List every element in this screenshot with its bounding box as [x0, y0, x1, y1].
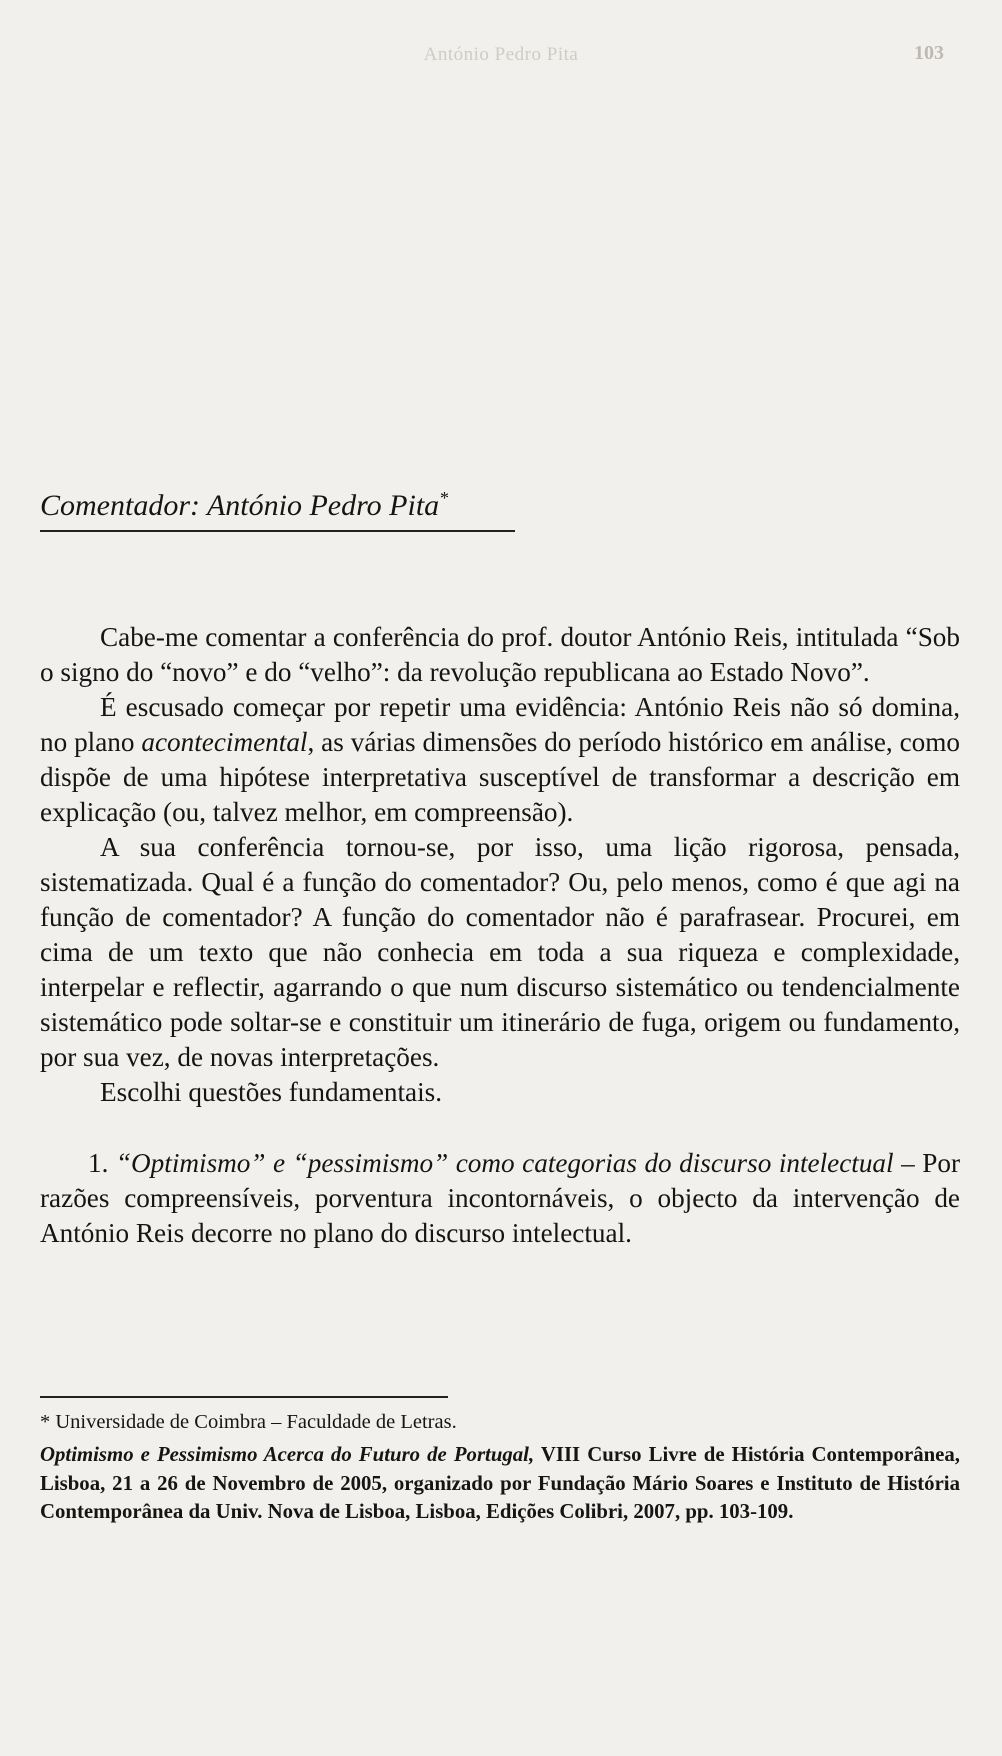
italic-term: acontecimental: [141, 727, 308, 757]
show-through-header: António Pedro Pita: [423, 44, 579, 65]
show-through-page-number: 103: [914, 42, 944, 64]
paragraph-questions: Escolhi questões fundamentais.: [100, 1077, 443, 1107]
paragraph-evidence-start: É escusado começar por repetir uma evidência: António Reis não só domina, no plano: [40, 692, 960, 757]
section-dash: –: [893, 1148, 923, 1178]
paragraph-evidence-end: , as várias dimensões do período histórico em análise, como dispõe de uma hipótese interpretativa susceptível de transformar a descrição em explicação (ou, talvez melhor, em compreensão).: [40, 727, 960, 827]
footnote-affiliation: * Universidade de Coimbra – Faculdade de Letras.: [40, 1411, 457, 1433]
paragraph-intro: Cabe-me comentar a conferência do prof. doutor António Reis, intitulada “Sob o signo do “novo” e do “velho”: da revolução republicana ao Estado Novo”.: [40, 622, 960, 687]
commentator-name: António Pedro Pita: [206, 489, 440, 522]
paragraph-function: A sua conferência tornou-se, por isso, uma lição rigorosa, pensada, sistematizada. Qual é a função do comentador? Ou, pelo menos, como é que agi na função de comentador? A função do comentador não é parafrasear. Procurei, em cima de um texto que não conhecia em toda a sua riqueza e complexidade, interpelar e reflectir, agarrando o que num discurso sistemático ou tendencialmente sistemático pode soltar-se e constituir um itinerário de fuga, origem ou fundamento, por sua vez, de novas interpretações.: [40, 832, 960, 1072]
section-title: “Optimismo” e “pessimismo” como categorias do discurso intelectual: [115, 1148, 894, 1178]
section-text: Por razões compreensíveis, porventura incontornáveis, o objecto da intervenção de António Reis decorre no plano do discurso intelectual.: [40, 1148, 961, 1248]
source-book-title: Optimismo e Pessimismo Acerca do Futuro de Portugal,: [40, 1443, 535, 1466]
affiliation-marker: *: [439, 488, 449, 508]
footnote-divider: [40, 1396, 448, 1398]
section-1-paragraph: [40, 1146, 960, 1251]
section-number: 1.: [88, 1148, 109, 1178]
paragraph-evidence: [40, 690, 960, 830]
commentator-heading: [40, 480, 515, 532]
commentator-label: Comentador:: [40, 489, 200, 522]
main-text: [40, 620, 960, 1251]
source-citation: [40, 1441, 960, 1527]
source-details: VIII Curso Livre de História Contemporânea, Lisboa, 21 a 26 de Novembro de 2005, organizado por Fundação Mário Soares e Instituto de História Contemporânea da Univ. Nova de Lisboa, Lisboa, Edições Colibri, 2007, pp. 103-109.: [40, 1443, 960, 1523]
